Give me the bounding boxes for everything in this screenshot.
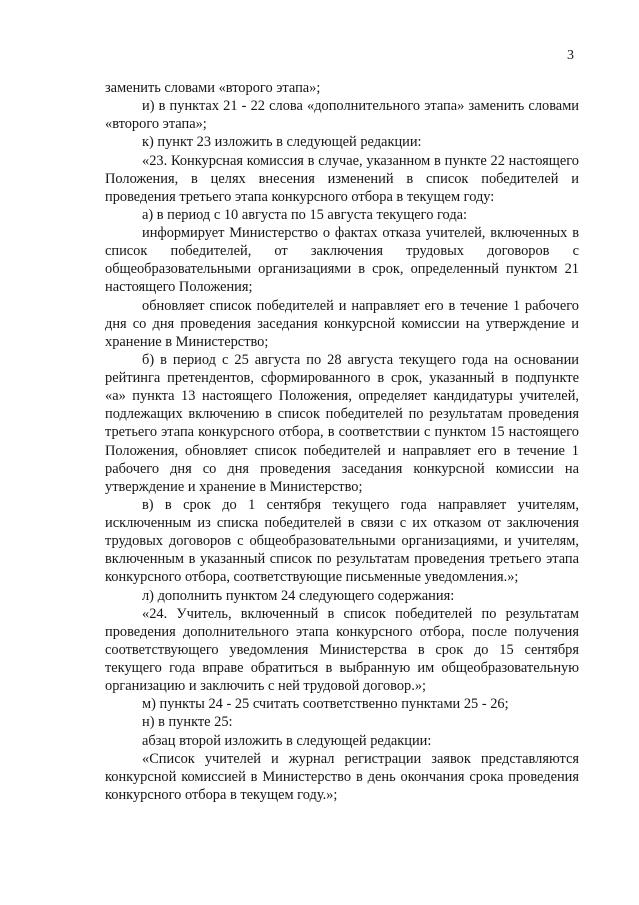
paragraph-subitem-b: б) в период с 25 августа по 28 августа текущего года на основании рейтинга претендентов, сформированного в срок, указанный в подпункте «а» пункта 13 настоящего Положения, определяет кандидатуры учителей, подлежащих включению в список победителей по результатам проведения третьего этапа конкурсного отбора, в соответствии с пунктом 15 настоящего Положения, обновляет список победителей и направляет его в течение 1 рабочего дня со дня проведения заседания конкурсной комиссии на утверждение и хранение в Министерство; bbox=[105, 351, 579, 495]
paragraph-item-l: л) дополнить пунктом 24 следующего содержания: bbox=[142, 587, 455, 604]
paragraph-updates-list: обновляет список победителей и направляет его в течение 1 рабочего дня со дня проведения заседания конкурсной комиссии на утверждение и хранение в Министерство; bbox=[105, 297, 579, 350]
paragraph-subitem-v: в) в срок до 1 сентября текущего года направляет учителям, исключенным из списка победителей в связи с их отказом от заключения трудовых договоров с общеобразовательными организациями, и учителям, включенным в указанный список по результатам проведения третьего этапа конкурсного отбора, соответствующие письменные уведомления.»; bbox=[105, 496, 579, 586]
paragraph-teachers-list: «Список учителей и журнал регистрации заявок представляются конкурсной комиссией в Министерство в день окончания срока проведения конкурсного отбора в текущем году.»; bbox=[105, 750, 579, 803]
document-body bbox=[105, 79, 579, 804]
paragraph-continuation: заменить словами «второго этапа»; bbox=[105, 80, 321, 96]
paragraph-item-m: м) пункты 24 - 25 считать соответственно пунктами 25 - 26; bbox=[142, 696, 509, 713]
paragraph-point-24: «24. Учитель, включенный в список победителей по результатам проведения дополнительного этапа конкурсного отбора, после получения соответствующего уведомления Министерства в срок до 15 сентября текущего года вправе обратиться в выбранную им общеобразовательную организацию и заключить с ней трудовой договор.»; bbox=[105, 605, 579, 695]
paragraph-informs-ministry: информирует Министерство о фактах отказа учителей, включенных в список победителей, от заключения трудовых договоров с общеобразовательными организациями в срок, определенный пунктом 21 настоящего Положения; bbox=[105, 225, 579, 296]
paragraph-item-n: н) в пункте 25: bbox=[142, 714, 233, 731]
page-number: 3 bbox=[567, 48, 574, 63]
paragraph-subitem-a: а) в период с 10 августа по 15 августа текущего года: bbox=[142, 206, 468, 223]
paragraph-item-k: к) пункт 23 изложить в следующей редакции: bbox=[142, 134, 422, 151]
paragraph-second-abzac: абзац второй изложить в следующей редакции: bbox=[142, 732, 432, 749]
paragraph-item-i: и) в пунктах 21 - 22 слова «дополнительного этапа» заменить словами «второго этапа»; bbox=[105, 98, 579, 133]
paragraph-point-23: «23. Конкурсная комиссия в случае, указанном в пункте 22 настоящего Положения, в целях внесения изменений в список победителей и проведения третьего этапа конкурсного отбора в текущем году: bbox=[105, 152, 579, 205]
